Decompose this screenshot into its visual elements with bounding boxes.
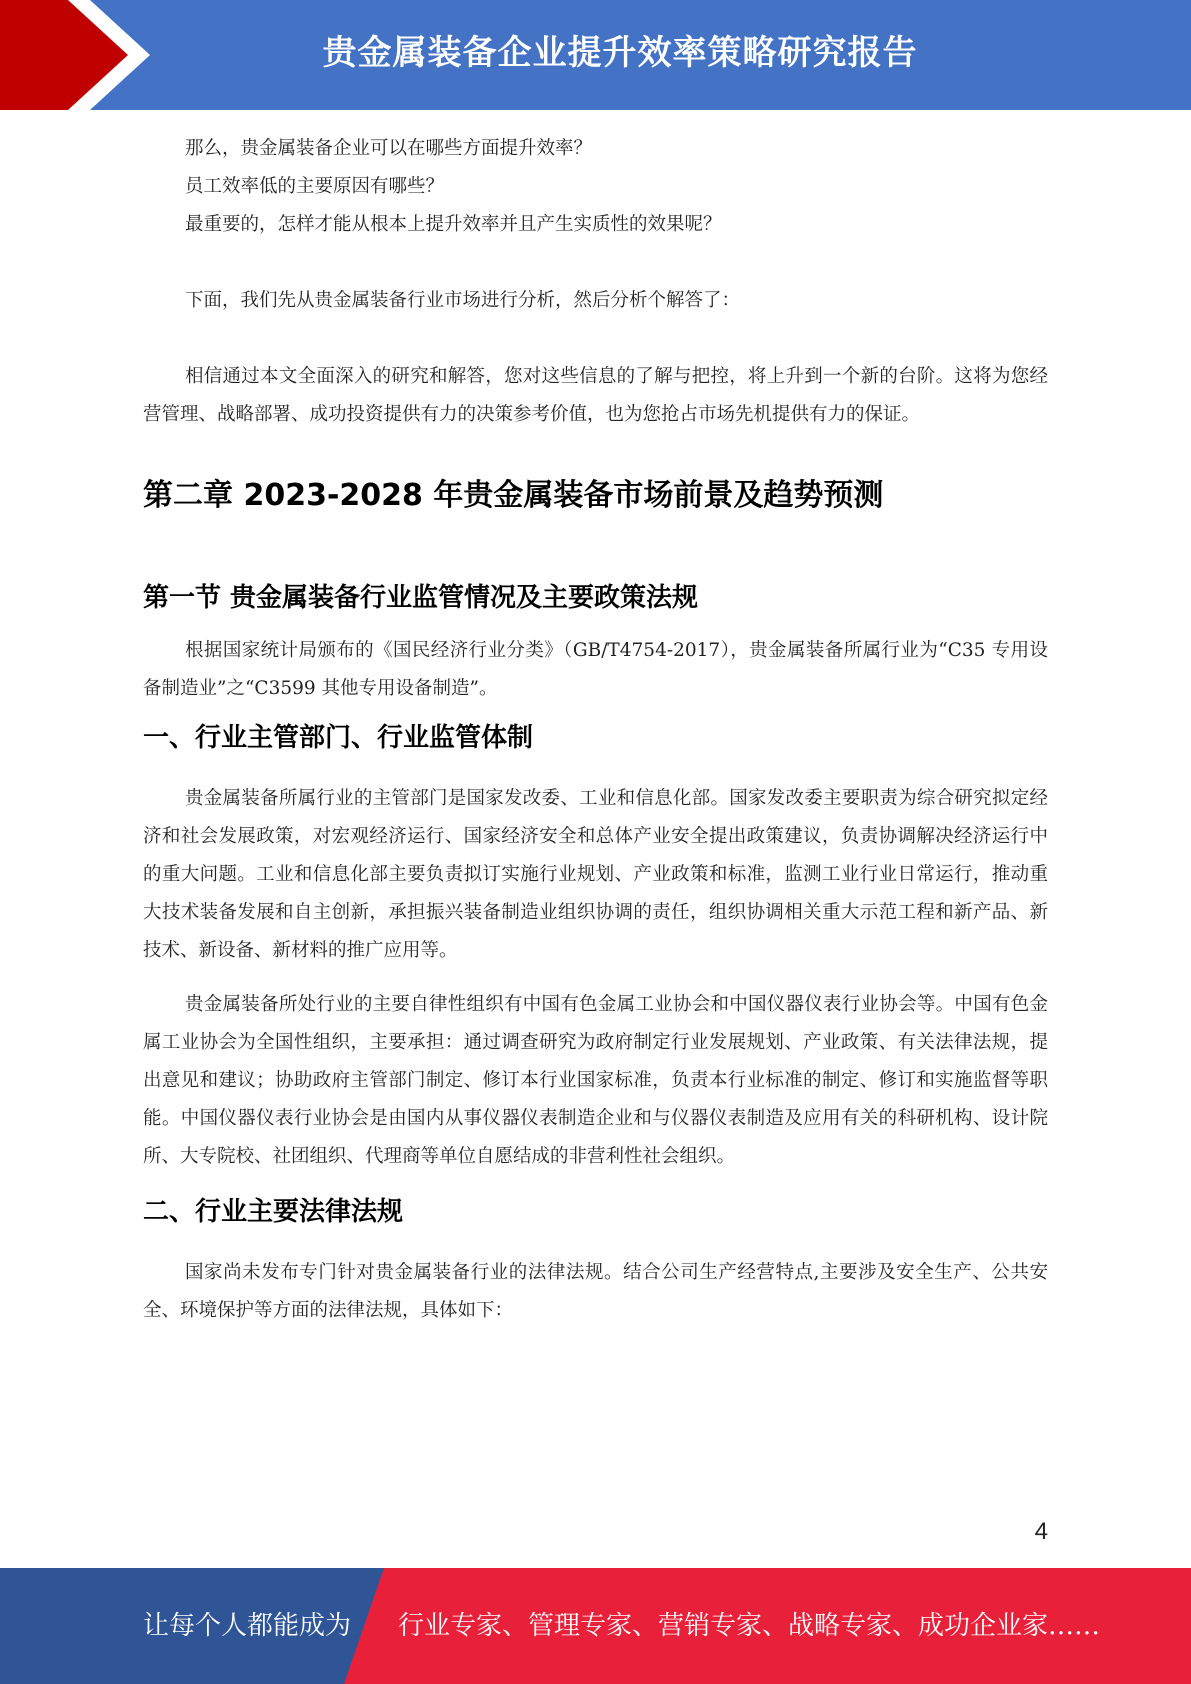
footer-slogan-right: 行业专家、管理专家、营销专家、战略专家、成功企业家……: [398, 1611, 1101, 1641]
chapter-title: 第二章 2023-2028 年贵金属装备市场前景及趋势预测: [143, 478, 884, 513]
subsection-title-2: 二、行业主要法律法规: [143, 1197, 404, 1227]
intro-believe-paragraph: 相信通过本文全面深入的研究和解答，您对这些信息的了解与把控，将上升到一个新的台阶。这将为您经营管理、战略部署、成功投资提供有力的决策参考价值，也为您抢占市场先机提供有力的保证。: [143, 366, 1048, 425]
subsection-1-paragraph-2: 贵金属装备所处行业的主要自律性组织有中国有色金属工业协会和中国仪器仪表行业协会等。中国有色金属工业协会为全国性组织，主要承担：通过调查研究为政府制定行业发展规划、产业政策、有关法律法规，提出意见和建议；协助政府主管部门制定、修订本行业国家标准，负责本行业标准的制定、修订和实施监督等职能。中国仪器仪表行业协会是由国内从事仪器仪表制造企业和与仪器仪表制造及应用有关的科研机构、设计院所、大专院校、社团组织、代理商等单位自愿结成的非营利性社会组织。: [143, 994, 1048, 1167]
subsection-2-paragraph-1: 国家尚未发布专门针对贵金属装备行业的法律法规。结合公司生产经营特点,主要涉及安全生产、公共安全、环境保护等方面的法律法规，具体如下：: [143, 1262, 1048, 1321]
subsection-1-paragraph-1: 贵金属装备所属行业的主管部门是国家发改委、工业和信息化部。国家发改委主要职责为综合研究拟定经济和社会发展政策，对宏观经济运行、国家经济安全和总体产业安全提出政策建议，负责协调解决经济运行中的重大问题。工业和信息化部主要负责拟订实施行业规划、产业政策和标准，监测工业行业日常运行，推动重大技术装备发展和自主创新，承担振兴装备制造业组织协调的责任，组织协调相关重大示范工程和新产品、新技术、新设备、新材料的推广应用等。: [143, 788, 1048, 961]
section-title: 第一节 贵金属装备行业监管情况及主要政策法规: [143, 583, 699, 613]
page-number: 4: [1034, 1518, 1048, 1545]
intro-next-paragraph: 下面，我们先从贵金属装备行业市场进行分析，然后分析个解答了：: [185, 290, 741, 311]
document-body: [143, 130, 1048, 1330]
header-chevron-icon: [0, 0, 170, 110]
page-header: [0, 0, 1191, 110]
footer-slogan-left: 让每个人都能成为: [143, 1611, 352, 1641]
subsection-title-1: 一、行业主管部门、行业监管体制: [143, 723, 534, 753]
page-footer: [0, 1568, 1191, 1684]
intro-question-3: 最重要的，怎样才能从根本上提升效率并且产生实质性的效果呢？: [185, 214, 722, 235]
intro-question-2: 员工效率低的主要原因有哪些？: [185, 176, 445, 197]
report-title: 贵金属装备企业提升效率策略研究报告: [322, 33, 918, 73]
section-paragraph: 根据国家统计局颁布的《国民经济行业分类》（GB/T4754-2017），贵金属装备所属行业为“C35 专用设备制造业”之“C3599 其他专用设备制造”。: [143, 640, 1048, 699]
intro-question-1: 那么，贵金属装备企业可以在哪些方面提升效率？: [185, 138, 593, 159]
